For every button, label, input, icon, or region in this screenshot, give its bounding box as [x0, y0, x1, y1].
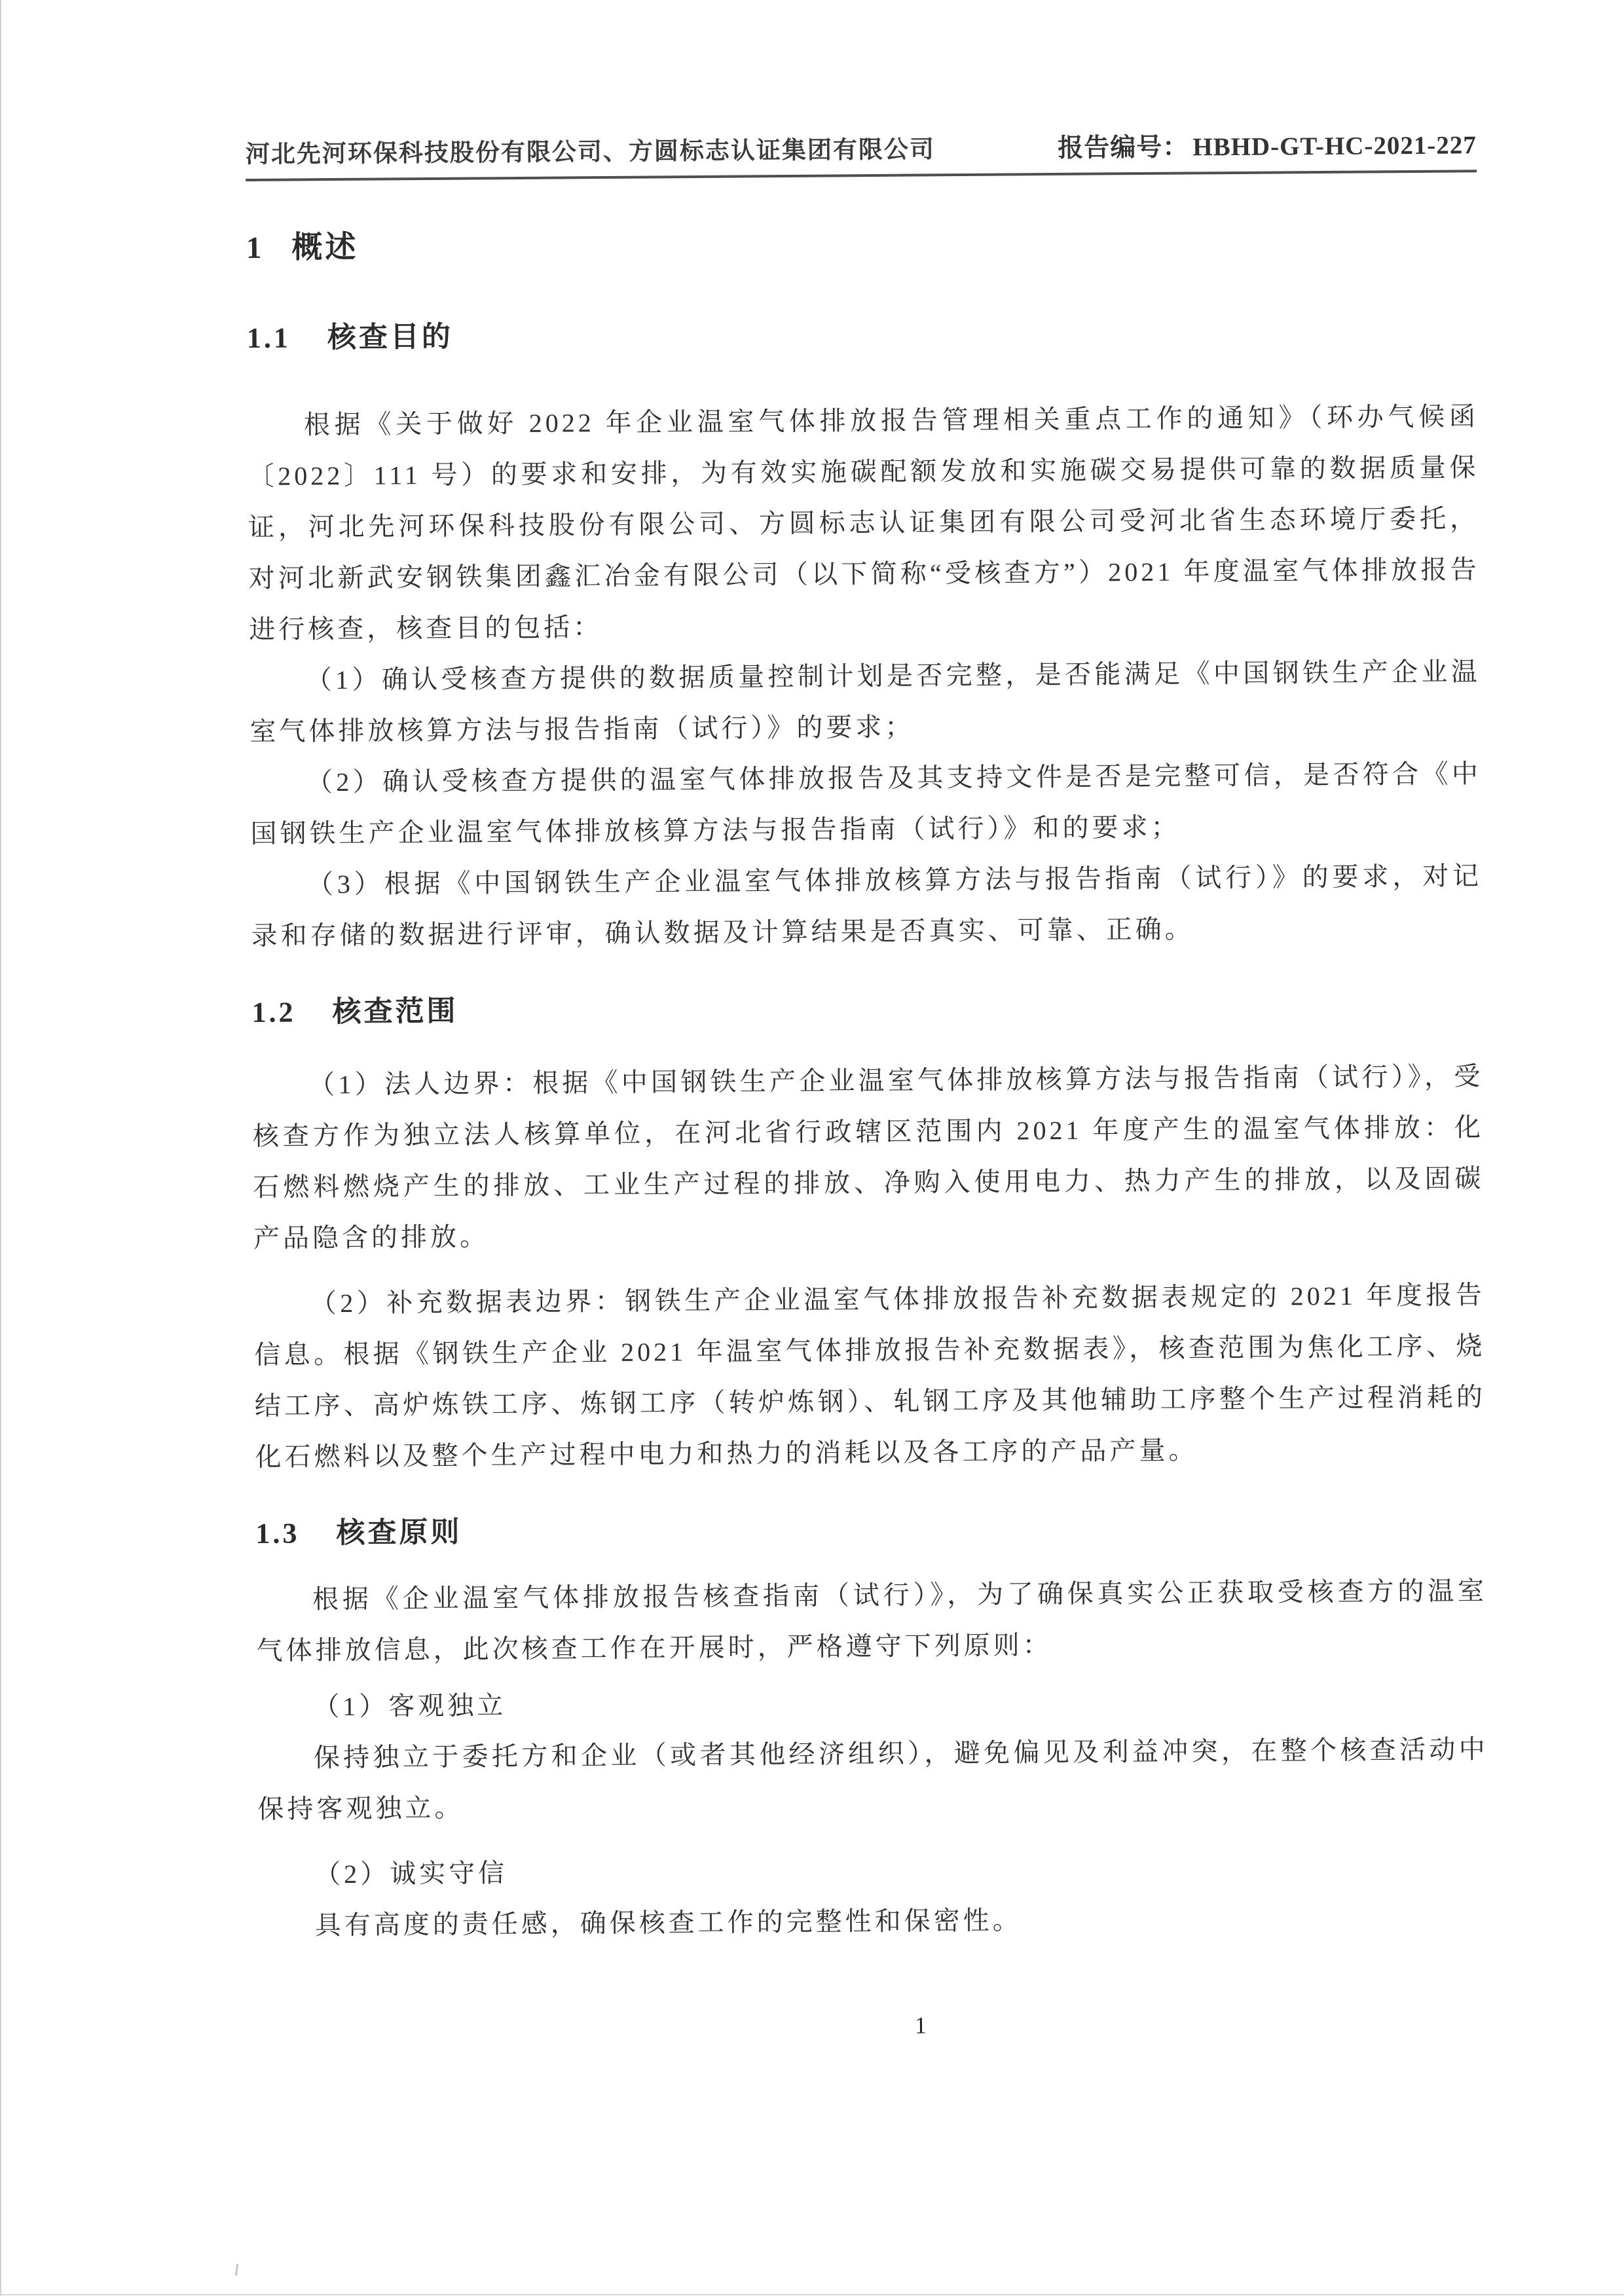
paragraph-principle-1-body: 保持独立于委托方和企业（或者其他经济组织），避免偏见及利益冲突，在整个核查活动中保持客观独立。	[257, 1734, 1488, 1824]
section-title: 核查原则	[336, 1516, 462, 1550]
section-number: 1.2	[251, 996, 296, 1029]
section-number: 1	[246, 230, 265, 266]
paragraph-principle-2-title: （2）诚实守信	[314, 1858, 508, 1889]
header-company-names: 河北先河环保科技股份有限公司、方圆标志认证集团有限公司	[245, 136, 936, 169]
paragraph-purpose-item-2: （2）确认受核查方提供的温室气体排放报告及其支持文件是否是完整可信，是否符合《中国钢铁生产企业温室气体排放核算方法与报告指南（试行）》和的要求；	[250, 759, 1482, 849]
paragraph-supplementary-data-boundary: （2）补充数据表边界：钢铁生产企业温室气体排放报告补充数据表规定的 2021 年度报告信息。根据《钢铁生产企业 2021 年温室气体排放报告补充数据表》，核查范围为焦化工序、烧结工序、高炉炼铁工序、炼钢工序（转炉炼钢）、轧钢工序及其他辅助工序整个生产过程消耗的化石燃料以及整个生产过程中电力和热力的消耗以及各工序的产品产量。	[254, 1280, 1486, 1472]
section-heading-1-3	[255, 1506, 1486, 1552]
section-heading-1-1	[247, 311, 1478, 357]
scan-edge-left	[0, 0, 1, 2296]
page-header	[246, 130, 1477, 171]
paragraph-principle-2-body: 具有高度的责任感，确保核查工作的完整性和保密性。	[314, 1905, 1022, 1941]
report-number-value: HBHD-GT-HC-2021-227	[1192, 131, 1477, 162]
scan-artifact	[235, 2264, 238, 2276]
scan-edge-bottom	[0, 2294, 1624, 2295]
section-title: 核查范围	[332, 994, 458, 1029]
section-heading-1-2	[251, 985, 1483, 1031]
paragraph-principle-1-title: （1）客观独立	[313, 1690, 507, 1722]
section-title: 核查目的	[327, 320, 454, 354]
page-number: 1	[914, 2012, 927, 2039]
paragraph-purpose-item-1: （1）确认受核查方提供的数据质量控制计划是否完整，是否能满足《中国钢铁生产企业温室气体排放核算方法与报告指南（试行）》的要求；	[249, 657, 1481, 747]
header-report-number	[1058, 130, 1477, 164]
paragraph-purpose-item-3: （3）根据《中国钢铁生产企业温室气体排放核算方法与报告指南（试行）》的要求，对记录和存储的数据进行评审，确认数据及计算结果是否真实、可靠、正确。	[251, 861, 1483, 951]
report-number-label: 报告编号：	[1058, 133, 1189, 162]
section-number: 1.3	[255, 1517, 300, 1550]
section-heading-overview	[246, 221, 1477, 266]
header-divider	[246, 170, 1477, 181]
section-number: 1.1	[246, 321, 291, 355]
paragraph-legal-boundary: （1）法人边界：根据《中国钢铁生产企业温室气体排放核算方法与报告指南（试行）》，受核查方作为独立法人核算单位，在河北省行政辖区范围内 2021 年度产生的温室气体排放：化石燃料燃烧产生的排放、工业生产过程的排放、净购入使用电力、热力产生的排放，以及固碳产品隐含的排放。	[252, 1061, 1485, 1253]
document-body	[244, 0, 1490, 2050]
paragraph-verification-purpose-intro: 根据《关于做好 2022 年企业温室气体排放报告管理相关重点工作的通知》（环办气候函〔2022〕111 号）的要求和安排，为有效实施碳配额发放和实施碳交易提供可靠的数据质量保证，河北先河环保科技股份有限公司、方圆标志认证集团有限公司受河北省生态环境厅委托，对河北新武安钢铁集团鑫汇冶金有限公司（以下简称“受核查方”）2021 年度温室气体排放报告进行核查，核查目的包括：	[248, 401, 1480, 645]
paragraph-principles-intro: 根据《企业温室气体排放报告核查指南（试行）》，为了确保真实公正获取受核查方的温室气体排放信息，此次核查工作在开展时，严格遵守下列原则：	[256, 1576, 1488, 1666]
section-title: 概述	[291, 230, 359, 265]
